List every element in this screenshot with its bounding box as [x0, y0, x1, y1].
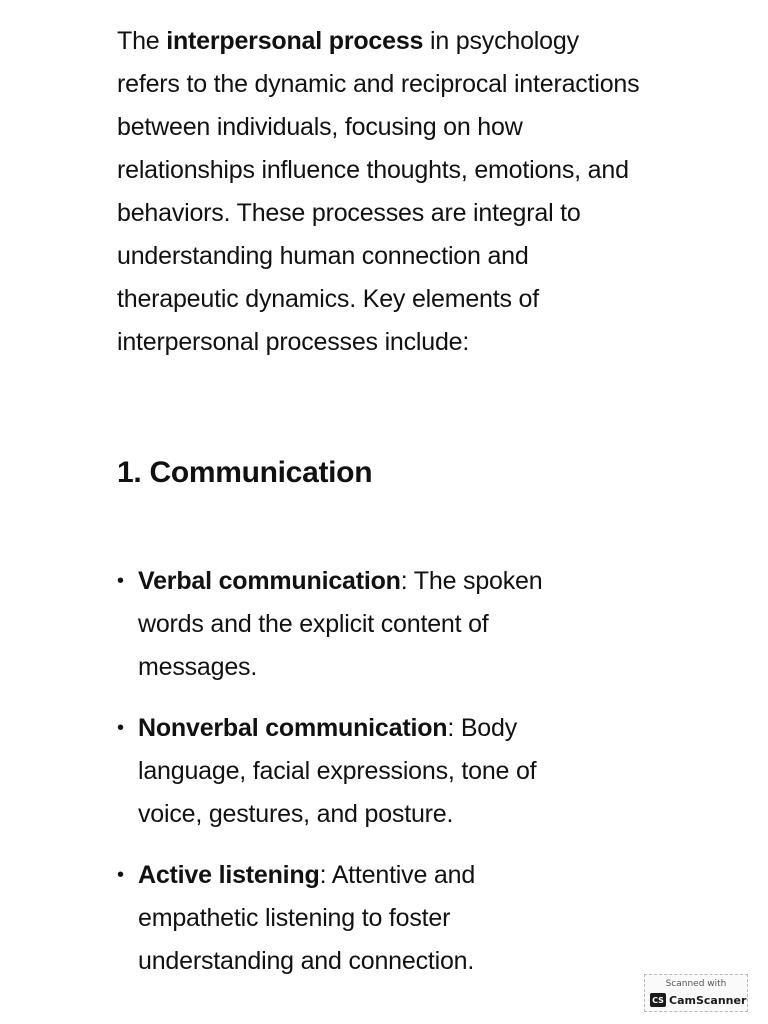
camscanner-logo-icon: CS [650, 993, 666, 1007]
bullet-term: Active listening [138, 861, 320, 889]
watermark-caption: Scanned with [665, 979, 727, 989]
watermark-brand-row [650, 993, 746, 1007]
document-body [117, 20, 647, 975]
section-heading: 1. Communication [117, 456, 373, 489]
bullet-icon: • [117, 570, 124, 592]
intro-paragraph [117, 20, 647, 364]
bullet-text: : Attentive and empathetic listening to foster understanding and connection. [138, 861, 476, 975]
intro-rest: in psychology refers to the dynamic and reciprocal interactions between individuals, focusing on how relationships influence thoughts, emotions, and behaviors. These processes are integral to understanding human connection and therapeutic dynamics. Key elements of interpersonal processes include: [117, 27, 640, 356]
camscanner-watermark [644, 974, 748, 1012]
list-item [117, 854, 597, 983]
intro-bold-term: interpersonal process [166, 27, 424, 55]
list-item [117, 707, 597, 836]
bullet-icon: • [117, 864, 124, 886]
intro-lead: The [117, 27, 167, 55]
list-item [117, 560, 597, 689]
bullet-text: : The spoken words and the explicit content of messages. [138, 567, 543, 681]
bullet-term: Verbal communication [138, 567, 401, 595]
bullet-text: : Body language, facial expressions, tone of voice, gestures, and posture. [138, 714, 537, 828]
bullet-icon: • [117, 717, 124, 739]
bullet-list [117, 560, 597, 1001]
bullet-term: Nonverbal communication [138, 714, 448, 742]
watermark-brand: CamScanner [669, 993, 747, 1007]
